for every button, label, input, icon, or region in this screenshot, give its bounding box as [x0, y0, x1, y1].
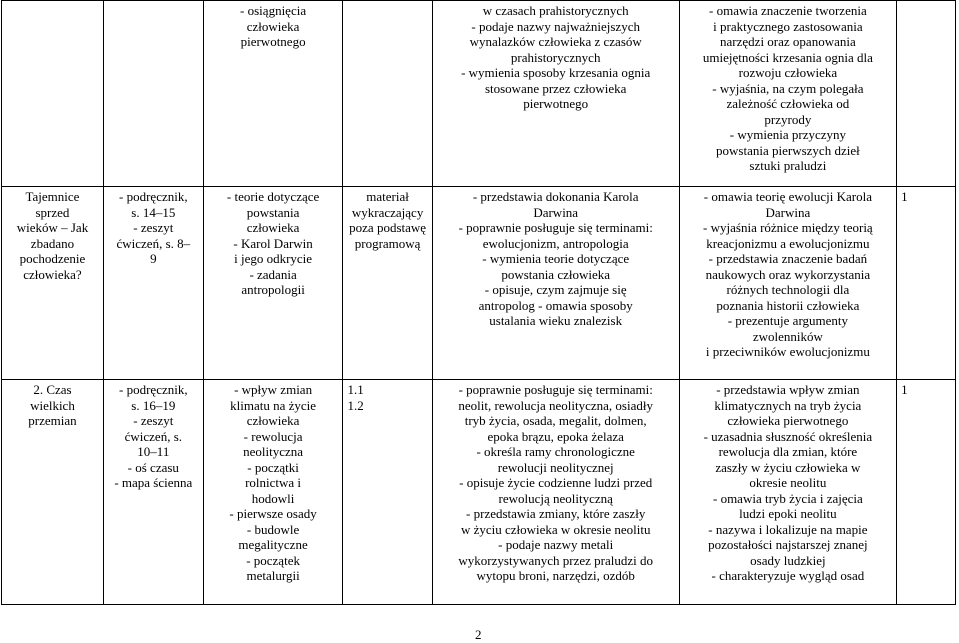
topic-line: wielkich: [30, 397, 75, 413]
materials-line: ćwiczeń, s.: [124, 428, 182, 444]
extended-line: pozostałości najstarszej znanej: [708, 537, 868, 552]
basic-line: antropolog - omawia sposoby: [478, 297, 633, 313]
extended-line: zależność człowieka od: [726, 96, 850, 111]
extended-line: rozwoju człowieka: [738, 65, 838, 80]
basic-line: - poprawnie posługuje się terminami:: [458, 220, 653, 235]
basic-line: w życiu człowieka w okresie neolitu: [460, 521, 651, 537]
curriculum-table: [1, 0, 956, 605]
page-number: 2: [475, 627, 482, 642]
content-line: - budowle: [246, 521, 300, 537]
extended-line: - uzasadnia słuszność określenia: [703, 428, 873, 444]
content-line: rolnictwa i: [245, 475, 302, 490]
basic-line: - określa ramy chronologiczne: [476, 444, 635, 459]
content-cell: [203, 380, 343, 605]
content-line: i jego odkrycie: [234, 251, 313, 266]
extended-line: powstania pierwszych dzieł: [716, 142, 860, 158]
basic-line: - podaje nazwy metali: [498, 537, 614, 552]
basic-line: - opisuje życie codzienne ludzi przed: [459, 475, 653, 490]
extended-line: - omawia tryb życia i zajęcia: [712, 490, 863, 506]
materials-line: - oś czasu: [127, 459, 179, 475]
notes-line: 1.1: [347, 382, 364, 397]
basic-line: pierwotnego: [523, 96, 589, 111]
basic-line: powstania człowieka: [501, 266, 611, 282]
content-line: hodowli: [251, 490, 295, 506]
content-line: powstania: [246, 204, 300, 220]
extended-requirements-cell: [679, 187, 896, 380]
materials-line: - mapa ścienna: [114, 475, 193, 490]
basic-line: - przedstawia zmiany, które zaszły: [466, 506, 646, 521]
content-line: - pierwsze osady: [229, 506, 317, 521]
topic-line: człowieka?: [23, 266, 82, 282]
content-line: metalurgii: [246, 568, 300, 583]
notes-line: materiał: [366, 189, 409, 204]
extended-requirements-cell: [679, 380, 896, 605]
notes-cell: [343, 1, 432, 187]
basic-line: epoka brązu, epoka żelaza: [487, 428, 624, 444]
notes-cell: [343, 380, 432, 605]
extended-line: klimatycznych na tryb życia: [714, 397, 862, 413]
extended-line: umiejętności krzesania ognia dla: [702, 49, 873, 65]
extended-line: - nazywa i lokalizuje na mapie: [708, 521, 868, 537]
extended-line: - wyjaśnia, na czym polegała: [712, 80, 864, 96]
basic-line: wynalazków człowieka z czasów: [469, 34, 642, 49]
notes-line: 1.2: [347, 397, 364, 413]
content-line: - początki: [247, 459, 299, 475]
content-line: neolityczna: [243, 444, 304, 459]
content-line: pierwotnego: [240, 34, 306, 49]
basic-line: - opisuje, czym zajmuje się: [484, 282, 627, 297]
basic-line: tryb życia, osada, megalit, dolmen,: [464, 413, 647, 428]
notes-line: poza podstawę: [349, 220, 427, 235]
table-row: [2, 187, 956, 380]
extended-line: - przedstawia wpływ zmian: [716, 382, 860, 397]
basic-line: wykorzystywanych przez praludzi do: [458, 552, 653, 568]
content-line: człowieka: [246, 18, 300, 34]
basic-line: wytopu broni, narzędzi, ozdób: [476, 568, 635, 583]
hours-cell: 1: [897, 380, 956, 605]
materials-cell: [103, 380, 203, 605]
basic-line: neolit, rewolucja neolityczna, osiadły: [458, 397, 653, 413]
materials-line: - zeszyt: [133, 220, 174, 235]
basic-line: rewolucją neolityczną: [498, 490, 613, 506]
topic-cell: [2, 1, 104, 187]
extended-line: - przedstawia znaczenie badań: [708, 251, 868, 266]
content-line: - wpływ zmian: [234, 382, 313, 397]
extended-line: - wyjaśnia różnice między teorią: [703, 220, 873, 235]
extended-line: naukowych oraz wykorzystania: [705, 266, 871, 282]
basic-line: - wymienia sposoby krzesania ognia: [461, 65, 651, 80]
extended-line: różnych technologii dla: [726, 282, 850, 297]
extended-line: - omawia teorię ewolucji Karola: [703, 189, 872, 204]
notes-line: programową: [354, 235, 421, 251]
extended-line: rewolucja dla zmian, które: [718, 444, 858, 459]
content-line: człowieka: [246, 413, 300, 428]
extended-line: - wymienia przyczyny: [729, 127, 846, 142]
extended-line: kreacjonizmu a ewolucjonizmu: [706, 235, 870, 251]
extended-line: ludzi epoki neolitu: [739, 506, 837, 521]
extended-line: i przeciwników ewolucjonizmu: [705, 344, 870, 359]
content-line: - teorie dotyczące: [226, 189, 320, 204]
materials-line: - podręcznik,: [119, 382, 188, 397]
notes-cell: [343, 187, 432, 380]
extended-line: narzędzi oraz opanowania: [720, 34, 856, 49]
extended-line: Darwina: [765, 204, 811, 220]
content-line: - rewolucja: [243, 428, 303, 444]
content-line: - początek: [246, 552, 300, 568]
basic-line: - wymienia teorie dotyczące: [482, 251, 630, 266]
extended-line: sztuki praludzi: [749, 158, 827, 173]
content-line: - osiągnięcia: [240, 3, 307, 18]
content-line: klimatu na życie: [230, 397, 317, 413]
materials-line: - zeszyt: [133, 413, 174, 428]
materials-cell: [103, 187, 203, 380]
materials-line: 9: [150, 251, 157, 266]
extended-line: - charakteryzuje wygląd osad: [711, 568, 865, 583]
extended-line: przyrody: [764, 111, 812, 127]
topic-line: 2. Czas: [33, 382, 72, 397]
basic-requirements-cell: [432, 1, 679, 187]
extended-line: zaszły w życiu człowieka w: [715, 459, 861, 475]
basic-line: ustalania wieku znalezisk: [489, 313, 623, 328]
hours-cell: 1: [897, 187, 956, 380]
extended-line: zwolenników: [752, 328, 823, 344]
extended-line: człowieka pierwotnego: [727, 413, 849, 428]
basic-line: ewolucjonizm, antropologia: [482, 235, 629, 251]
topic-line: pochodzenie: [19, 251, 86, 266]
content-cell: [203, 187, 343, 380]
content-line: człowieka: [246, 220, 300, 235]
extended-line: osady ludzkiej: [750, 552, 826, 568]
content-line: antropologii: [241, 282, 305, 297]
hours-cell: [897, 1, 956, 187]
extended-line: i praktycznego zastosowania: [713, 18, 863, 34]
basic-line: stosowane przez człowieka: [484, 80, 627, 96]
topic-cell: [2, 380, 104, 605]
topic-line: przemian: [28, 413, 77, 428]
content-cell: [203, 1, 343, 187]
materials-cell: [103, 1, 203, 187]
content-line: megalityczne: [238, 537, 308, 552]
table-row: [2, 1, 956, 187]
extended-requirements-cell: [679, 1, 896, 187]
content-line: - zadania: [249, 266, 297, 282]
materials-line: ćwiczeń, s. 8–: [116, 235, 191, 251]
basic-requirements-cell: [432, 380, 679, 605]
materials-line: s. 14–15: [131, 204, 176, 220]
topic-line: zbadano: [30, 235, 75, 251]
topic-line: Tajemnice: [25, 189, 80, 204]
basic-requirements-cell: [432, 187, 679, 380]
basic-line: - przedstawia dokonania Karola: [472, 189, 639, 204]
basic-line: w czasach prahistorycznych: [482, 3, 629, 18]
basic-line: - poprawnie posługuje się terminami:: [458, 382, 653, 397]
topic-line: wieków – Jak: [16, 220, 89, 235]
extended-line: okresie neolitu: [749, 475, 827, 490]
content-line: - Karol Darwin: [233, 235, 313, 251]
extended-line: - omawia znaczenie tworzenia: [709, 3, 867, 18]
topic-line: sprzed: [35, 204, 70, 220]
basic-line: prahistorycznych: [510, 49, 601, 65]
basic-line: Darwina: [533, 204, 579, 220]
materials-line: 10–11: [137, 444, 170, 459]
basic-line: rewolucji neolitycznej: [497, 459, 614, 475]
extended-line: - prezentuje argumenty: [727, 313, 849, 328]
basic-line: - podaje nazwy najważniejszych: [471, 18, 640, 34]
table-row: [2, 380, 956, 605]
extended-line: poznania historii człowieka: [716, 297, 860, 313]
materials-line: s. 16–19: [131, 397, 176, 413]
notes-line: wykraczający: [351, 204, 424, 220]
topic-cell: [2, 187, 104, 380]
materials-line: - podręcznik,: [119, 189, 188, 204]
